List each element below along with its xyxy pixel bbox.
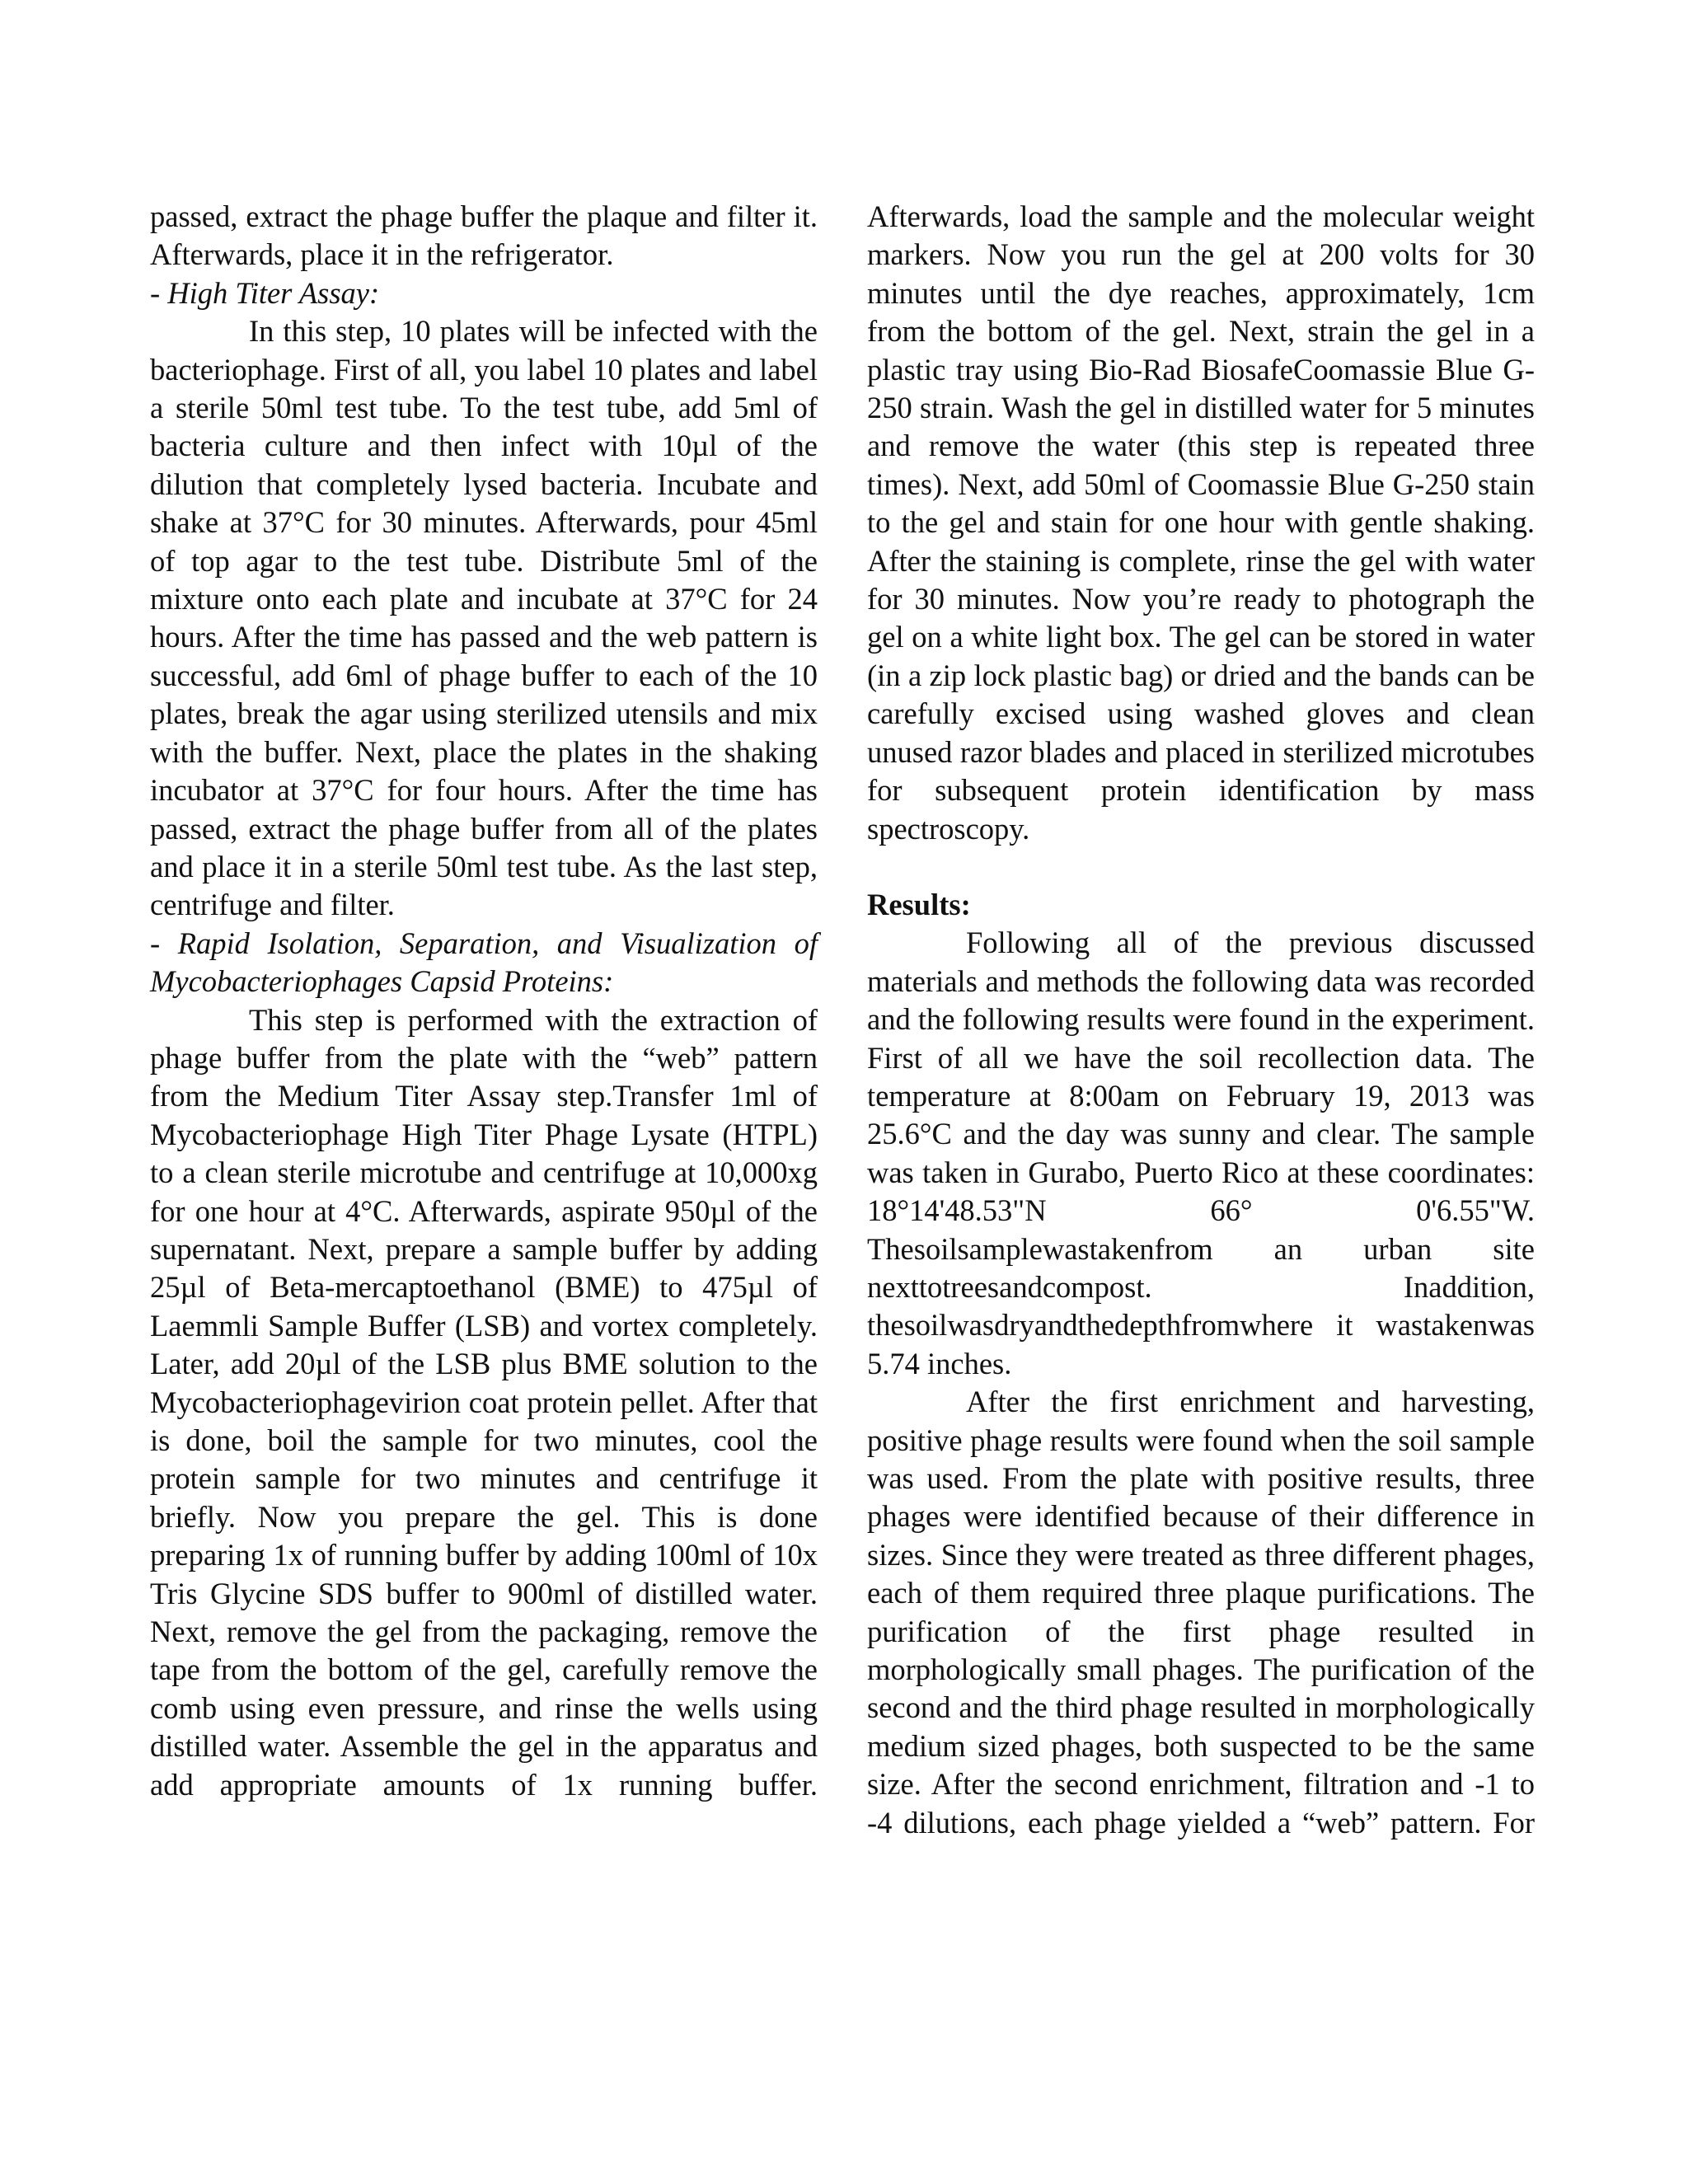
results-paragraph-2: After the first enrichment and harvesting, positive phage results were found when the soil sample was used. From the plate with positive results, three phages were identified because of their difference in sizes. Since they were treated as three different phages, each of them required three plaque purifications. The purification of the first phage resulted in morphologically small phages. The purification of the second and the third phage resulted in morphologically medium sized phages, both suspected to be the same size. After the second enrichment, filtration and -1 to -4 dilutions, each phage yielded a “web” pattern. For bbox=[867, 1385, 1535, 1840]
continued-paragraph: passed, extract the phage buffer the plaque and filter it. Afterwards, place it in the refrigerator. bbox=[150, 199, 818, 272]
continued-paragraph-gel: Afterwards, load the sample and the molecular weight markers. Now you run the gel at 200 volts for 30 minutes until the dye reaches, approximately, 1cm from the bottom of the gel. Next, strain the gel in a plastic tray using Bio-Rad BiosafeCoomassie Blue G-250 strain. Wash the gel in distilled water for 5 minutes and remove the water (this step is repeated three times). Next, add 50ml of Coomassie Blue G-250 stain to the gel and stain for one hour with gentle shaking. After the staining is complete, rinse the gel with water for 30 minutes. Now you’re ready to photograph the gel on a white light box. The gel can be stored in water (in a zip lock plastic bag) or dried and the bands can be carefully excised using washed gloves and clean unused razor blades and placed in sterilized microtubes for subsequent protein identification by mass spectroscopy. bbox=[867, 199, 1535, 846]
high-titer-assay-heading: - High Titer Assay: bbox=[150, 275, 380, 310]
results-heading: Results: bbox=[867, 887, 971, 921]
results-paragraph-1: Following all of the previous discussed materials and methods the following data was recorded and the following results were found in the experiment. First of all we have the soil recollection data. The temperature at 8:00am on February 19, 2013 was 25.6°C and the day was sunny and clear. The sample was taken in Gurabo, Puerto Rico at these coordinates: 18°14'48.53"N 66° 0'6.55"W. Thesoilsamplewastakenfrom an urban site nexttotreesandcompost. Inaddition, thesoilwasdryandthedepthfromwhere it wastakenwas 5.74 inches. bbox=[867, 926, 1535, 1380]
right-column bbox=[867, 198, 1535, 1842]
high-titer-assay-paragraph: In this step, 10 plates will be infected with the bacteriophage. First of all, you label 10 plates and label a sterile 50ml test tube. To the test tube, add 5ml of bacteria culture and then infect with 10µl of the dilution that completely lysed bacteria. Incubate and shake at 37°C for 30 minutes. Afterwards, pour 45ml of top agar to the test tube. Distribute 5ml of the mixture onto each plate and incubate at 37°C for 24 hours. After the time has passed and the web pattern is successful, add 6ml of phage buffer to each of the 10 plates, break the agar using sterilized utensils and mix with the buffer. Next, place the plates in the shaking incubator at 37°C for four hours. After the time has passed, extract the phage buffer from all of the plates and place it in a sterile 50ml test tube. As the last step, centrifuge and filter. bbox=[150, 314, 818, 922]
rapid-isolation-paragraph: This step is performed with the extraction of phage buffer from the plate with the “web” pattern from the Medium Titer Assay step.Transfer 1ml of Mycobacteriophage High Titer Phage Lysate (HTPL) to a clean sterile microtube and centrifuge at 10,000xg for one hour at 4°C. Afterwards, aspirate 950µl of the supernatant. Next, prepare a sample buffer by adding 25µl of Beta-mercaptoethanol (BME) to 475µl of Laemmli Sample Buffer (LSB) and vortex completely. Later, add 20µl of the LSB plus BME solution to the Mycobacteriophagevirion coat protein pellet. After that is done, boil the sample for two minutes, cool the protein sample for two minutes and centrifuge it briefly. Now you prepare the gel. This is done preparing 1x of running buffer by adding 100ml of 10x Tris Glycine SDS buffer to 900ml of distilled water. Next, remove the gel from the packaging, remove the tape from the bottom of the gel, carefully remove the comb using even pressure, and rinse the wells using distilled water. Assemble the gel in the apparatus and add appropriate amounts of 1x running buffer. bbox=[150, 1002, 818, 1802]
left-column bbox=[150, 198, 818, 1804]
rapid-isolation-heading: - Rapid Isolation, Separation, and Visualization of Mycobacteriophages Capsid Proteins: bbox=[150, 926, 818, 999]
